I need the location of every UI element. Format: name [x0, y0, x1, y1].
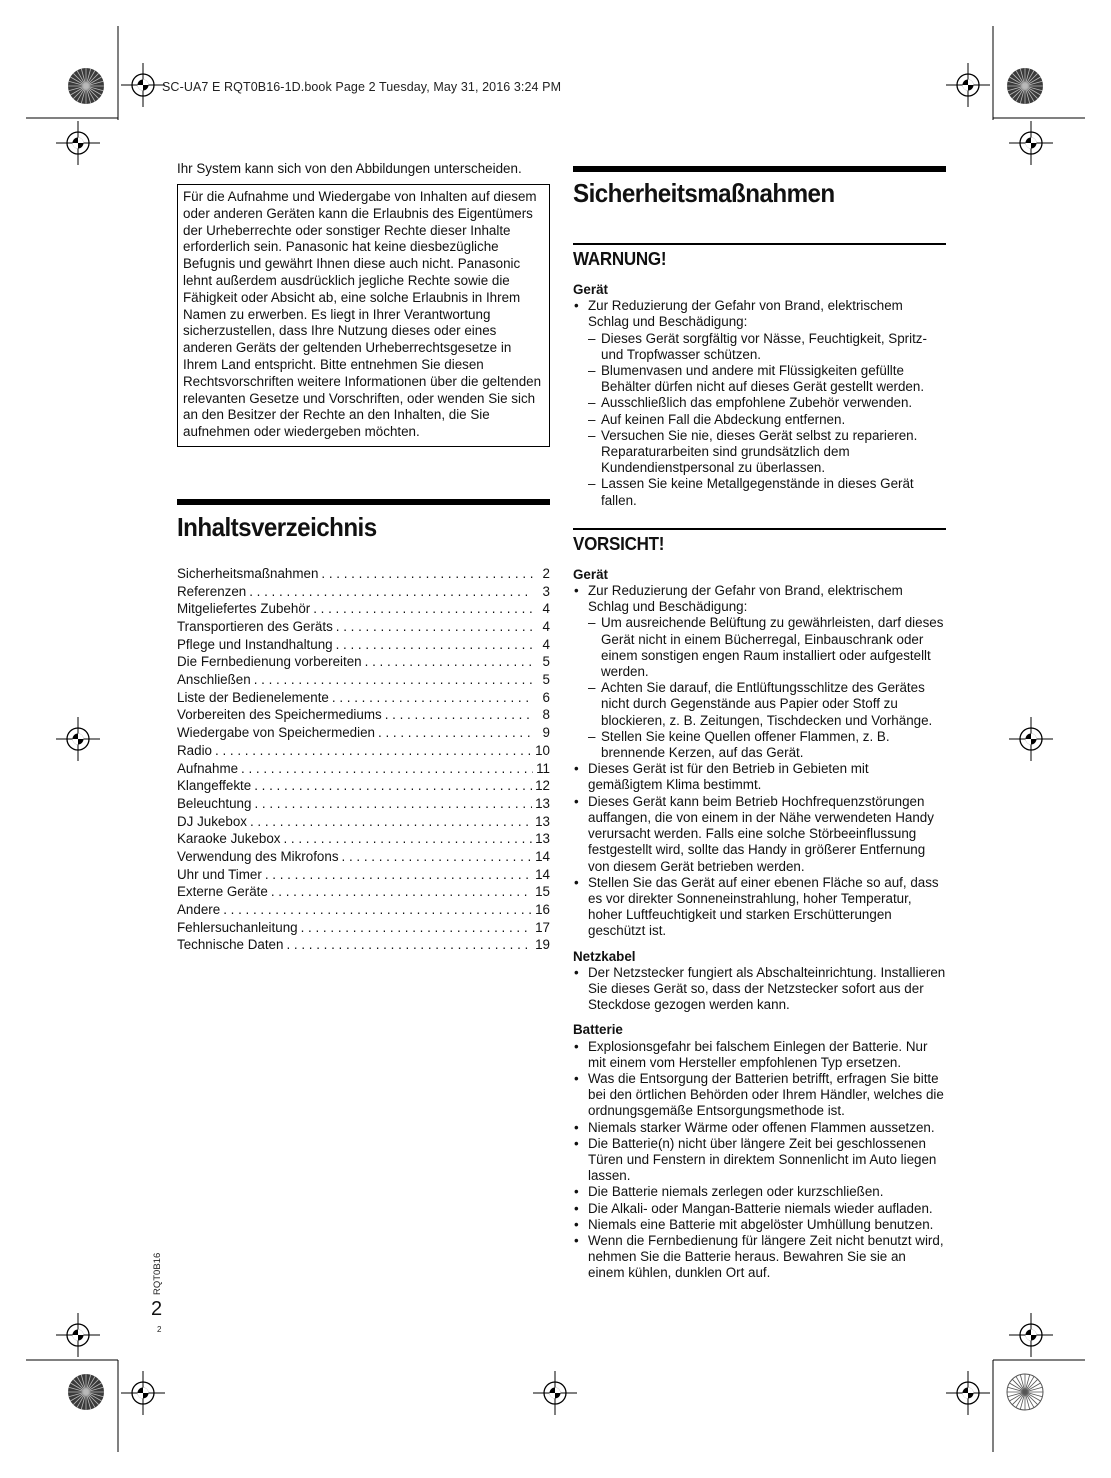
list-item — [573, 1201, 946, 1217]
toc-title-rule — [177, 499, 550, 505]
toc-leader-dots — [378, 724, 533, 742]
caution-rule — [573, 528, 946, 530]
copyright-notice-box: Für die Aufnahme und Wiedergabe von Inhalten auf diesem oder anderen Geräten kann die Erlaubnis des Eigentümers der Urheberrechte oder sonstiger Rechte dieser Inhalte erforderlich sein. Panasonic hat keine diesbezügliche Befugnis und gewährt Ihnen diese auch nicht. Panasonic lehnt außerdem ausdrücklich jegliche Rechte sowie die Fähigkeit oder Absicht ab, eine solche Erlaubnis in Ihrem Namen zu erwerben. Es liegt in Ihrer Verantwortung sicherzustellen, dass Ihre Nutzung dieses oder eines anderen Geräts der geltenden Urheberrechtsgesetze in Ihrem Land entspricht. Bitte entnehmen Sie diesen Rechtsvorschriften weitere Informationen über die geltenden relevanten Gesetze und Vorschriften, oder wenden Sie sich an den Besitzer der Rechte an den Inhalten, die Sie aufnehmen oder wiedergeben möchten. — [177, 184, 550, 447]
toc-entry-label: Beleuchtung — [177, 795, 252, 811]
list-item-text: Der Netzstecker fungiert als Abschalteinrichtung. Installieren Sie dieses Gerät so, dass der Netzstecker sofort aus der Steckdose gezogen werden kann. — [588, 964, 946, 1013]
dash-glyph: – — [588, 427, 596, 443]
list-item — [588, 428, 946, 477]
toc-row — [177, 830, 550, 848]
toc-leader-dots — [250, 813, 532, 831]
toc-leader-dots — [286, 936, 532, 954]
left-column — [177, 160, 550, 954]
list-item-text: Explosionsgefahr bei falschem Einlegen der Batterie. Nur mit einem vom Hersteller empfohlenen Typ ersetzen. — [588, 1038, 928, 1070]
list-item-text: Auf keinen Fall die Abdeckung entfernen. — [601, 411, 846, 427]
toc-leader-dots — [342, 848, 533, 866]
toc-entry-page: 16 — [535, 902, 550, 918]
dash-glyph: – — [588, 363, 596, 379]
toc-entry-label: Sicherheitsmaßnahmen — [177, 565, 319, 581]
list-item-text: Stellen Sie das Gerät auf einer ebenen Fläche so auf, dass es vor direkter Sonneneinstrahlung, hoher Temperatur, hoher Luftfeuchtigkeit und starken Erschütterungen geschützt ist. — [588, 874, 939, 939]
bullet-glyph: • — [574, 1038, 579, 1054]
toc-entry-page: 14 — [535, 848, 550, 864]
toc-entry-page: 9 — [542, 725, 550, 741]
toc-entry-label: Aufnahme — [177, 760, 239, 776]
toc-entry-label: DJ Jukebox — [177, 813, 247, 829]
toc-entry-label: Radio — [177, 742, 212, 758]
toc-row — [177, 883, 550, 901]
toc-entry-label: Klangeffekte — [177, 778, 252, 794]
toc-leader-dots — [321, 565, 533, 583]
toc-row — [177, 919, 550, 937]
toc-entry-label: Andere — [177, 902, 221, 918]
toc-entry-page: 3 — [542, 583, 550, 599]
list-item-text: Was die Entsorgung der Batterien betrifft, erfragen Sie bitte bei den örtlichen Behörden oder Ihrem Händler, welches die ordnungsgemäße Entsorgungsmethode ist. — [588, 1070, 944, 1119]
toc-leader-dots — [301, 919, 532, 937]
toc-row — [177, 866, 550, 884]
bullet-glyph: • — [574, 793, 579, 809]
list-item-text: Achten Sie darauf, die Entlüftungsschlitze des Gerätes nicht durch Gegenstände aus Papier oder Stoff zu blockieren, z. B. Zeitungen, Tischdecken und Vorhänge. — [601, 680, 933, 728]
toc-entry-page: 4 — [542, 619, 550, 635]
safety-title: Sicherheitsmaßnahmen — [573, 178, 835, 208]
toc-entry-page: 4 — [542, 601, 550, 617]
list-item-text: Lassen Sie keine Metallgegenstände in dieses Gerät fallen. — [601, 476, 914, 508]
list-item-text: Die Batterie(n) nicht über längere Zeit bei geschlossenen Türen und Fenstern in direktem Sonnenlicht im Auto liegen lassen. — [588, 1135, 937, 1184]
list-item — [588, 729, 946, 761]
list-item-text: Niemals eine Batterie mit abgelöster Umhüllung benutzen. — [588, 1216, 934, 1232]
safety-title-rule — [573, 166, 946, 172]
toc-leader-dots — [249, 583, 533, 601]
list-item — [573, 1071, 946, 1120]
list-item-text: Ausschließlich das empfohlene Zubehör verwenden. — [601, 395, 913, 411]
toc-entry-page: 13 — [535, 795, 550, 811]
list-item-text: Um ausreichende Belüftung zu gewährleisten, darf dieses Gerät nicht in einem Bücherregal, Einbauschrank oder einem sonstigen engen Raum installiert oder aufgestellt werden. — [601, 615, 944, 680]
toc-leader-dots — [332, 689, 533, 707]
list-item — [573, 1184, 946, 1200]
caution-heading: VORSICHT! — [573, 532, 665, 554]
toc-row — [177, 653, 550, 671]
dash-glyph: – — [588, 728, 596, 744]
bullet-glyph: • — [574, 1135, 579, 1151]
toc-row — [177, 936, 550, 954]
toc-entry-label: Vorbereiten des Speichermediums — [177, 707, 382, 723]
dash-glyph: – — [588, 395, 596, 411]
list-item — [588, 395, 946, 411]
list-item-text: Dieses Gerät sorgfältig vor Nässe, Feuchtigkeit, Spritz- und Tropfwasser schützen. — [601, 330, 927, 362]
toc-entry-label: Wiedergabe von Speichermedien — [177, 725, 376, 741]
netzkabel-heading: Netzkabel — [573, 948, 636, 964]
toc-entry-page: 8 — [542, 707, 550, 723]
toc-entry-label: Pflege und Instandhaltung — [177, 636, 333, 652]
list-item — [573, 761, 946, 793]
toc-row — [177, 583, 550, 601]
bullet-glyph: • — [574, 761, 579, 777]
list-item-text: Die Alkali- oder Mangan-Batterie niemals wieder aufladen. — [588, 1200, 933, 1216]
toc-title: Inhaltsverzeichnis — [177, 511, 377, 542]
bullet-glyph: • — [574, 874, 579, 890]
toc-entry-page: 14 — [535, 866, 550, 882]
toc-leader-dots — [336, 636, 533, 654]
toc-leader-dots — [283, 830, 532, 848]
list-item-text: Dieses Gerät ist für den Betrieb in Gebieten mit gemäßigtem Klima bestimmt. — [588, 761, 869, 793]
toc-row — [177, 724, 550, 742]
toc-row — [177, 760, 550, 778]
toc-row — [177, 565, 550, 583]
list-item — [573, 1217, 946, 1233]
batterie-list — [573, 1039, 946, 1282]
caution-group-heading: Gerät — [573, 566, 608, 582]
toc-leader-dots — [271, 883, 532, 901]
illustration-disclaimer: Ihr System kann sich von den Abbildungen unterscheiden. — [177, 161, 522, 176]
list-item — [573, 1039, 946, 1071]
page-number: 2 — [151, 1298, 163, 1320]
bullet-glyph: • — [574, 1216, 579, 1232]
bullet-glyph: • — [574, 1070, 579, 1086]
warning-group-heading: Gerät — [573, 282, 608, 297]
toc-entry-label: Fehlersuchanleitung — [177, 919, 298, 935]
warning-sublist — [588, 331, 946, 509]
book-file-header: SC-UA7 E RQT0B16-1D.book Page 2 Tuesday, May 31, 2016 3:24 PM — [162, 80, 562, 94]
caution-lead: Zur Reduzierung der Gefahr von Brand, elektrischem Schlag und Beschädigung: — [588, 583, 903, 615]
toc-entry-page: 15 — [535, 884, 550, 900]
toc-leader-dots — [215, 742, 532, 760]
page-number-small: 2 — [157, 1325, 162, 1334]
toc-leader-dots — [254, 671, 533, 689]
toc-leader-dots — [265, 866, 532, 884]
toc-row — [177, 813, 550, 831]
toc-entry-label: Uhr und Timer — [177, 866, 262, 882]
toc-entry-page: 2 — [542, 565, 550, 581]
toc-entry-page: 10 — [535, 742, 550, 758]
warning-rule — [573, 243, 946, 245]
caution-sublist — [588, 615, 946, 761]
right-column — [573, 166, 946, 1282]
list-item-text: Dieses Gerät kann beim Betrieb Hochfrequenzstörungen auffangen, die von einem in der Nähe verwendeten Handy verursacht werden. Falls eine solche Störbeeinflussung festgestellt wird, sollte das Handy in größerer Entfernung von diesem Gerät betrieben werden. — [588, 793, 934, 874]
toc-entry-page: 6 — [542, 689, 550, 705]
list-item — [588, 363, 946, 395]
list-item — [573, 794, 946, 875]
dash-glyph: – — [588, 680, 596, 696]
toc-entry-label: Verwendung des Mikrofons — [177, 848, 339, 864]
toc-entry-label: Karaoke Jukebox — [177, 831, 281, 847]
toc-entry-page: 4 — [542, 636, 550, 652]
list-item-text: Blumenvasen und andere mit Flüssigkeiten gefüllte Behälter dürfen nicht auf dieses Gerät gestellt werden. — [601, 363, 925, 395]
toc-entry-page: 13 — [535, 813, 550, 829]
toc-entry-label: Technische Daten — [177, 937, 284, 953]
toc-leader-dots — [385, 706, 533, 724]
toc-entry-page: 19 — [535, 937, 550, 953]
list-item — [573, 1120, 946, 1136]
toc-entry-label: Mitgeliefertes Zubehör — [177, 601, 311, 617]
toc-leader-dots — [313, 600, 533, 618]
toc-row — [177, 600, 550, 618]
toc-entry-label: Externe Geräte — [177, 884, 268, 900]
list-item — [588, 331, 946, 363]
list-item — [588, 476, 946, 508]
toc-entry-label: Die Fernbedienung vorbereiten — [177, 654, 362, 670]
list-item — [573, 875, 946, 940]
toc-leader-dots — [254, 795, 532, 813]
toc-entry-page: 5 — [542, 654, 550, 670]
toc-leader-dots — [241, 760, 533, 778]
dash-glyph: – — [588, 411, 596, 427]
netzkabel-list — [573, 965, 946, 1014]
list-item-text: Wenn die Fernbedienung für längere Zeit nicht benutzt wird, nehmen Sie die Batterie heraus. Bewahren Sie sie an einem kühlen, dunklen Ort auf. — [588, 1232, 944, 1281]
bullet-glyph: • — [574, 298, 579, 314]
toc-entry-page: 5 — [542, 672, 550, 688]
bullet-glyph: • — [574, 964, 579, 980]
toc-entry-page: 17 — [535, 919, 550, 935]
list-item — [573, 965, 946, 1014]
list-item — [588, 412, 946, 428]
list-item — [588, 615, 946, 680]
toc-leader-dots — [223, 901, 532, 919]
list-item-text: Niemals starker Wärme oder offenen Flammen aussetzen. — [588, 1119, 935, 1135]
warning-list — [573, 298, 946, 509]
dash-glyph: – — [588, 330, 596, 346]
toc-row — [177, 689, 550, 707]
list-item-text: Versuchen Sie nie, dieses Gerät selbst zu reparieren. Reparaturarbeiten sind grundsätzlich dem Kundendienstpersonal zu überlassen. — [601, 427, 918, 476]
batterie-heading: Batterie — [573, 1022, 623, 1038]
toc-entry-page: 13 — [535, 831, 550, 847]
list-item — [573, 583, 946, 761]
toc-row — [177, 706, 550, 724]
list-item — [588, 680, 946, 729]
toc-row — [177, 636, 550, 654]
bullet-glyph: • — [574, 583, 579, 599]
toc-leader-dots — [254, 777, 532, 795]
dash-glyph: – — [588, 615, 596, 631]
toc-row — [177, 671, 550, 689]
dash-glyph: – — [588, 476, 596, 492]
toc-entry-page: 11 — [536, 760, 550, 776]
toc-row — [177, 848, 550, 866]
toc-leader-dots — [365, 653, 533, 671]
bullet-glyph: • — [574, 1119, 579, 1135]
toc-entry-label: Transportieren des Geräts — [177, 619, 333, 635]
list-item — [573, 298, 946, 509]
document-code: RQT0B16 — [152, 1252, 163, 1295]
toc-entry-page: 12 — [535, 778, 550, 794]
list-item — [573, 1136, 946, 1185]
list-item — [573, 1233, 946, 1282]
list-item-text: Die Batterie niemals zerlegen oder kurzschließen. — [588, 1184, 884, 1200]
warning-lead: Zur Reduzierung der Gefahr von Brand, elektrischem Schlag und Beschädigung: — [588, 298, 903, 330]
toc-row — [177, 901, 550, 919]
toc-entry-label: Referenzen — [177, 583, 247, 599]
toc-leader-dots — [336, 618, 533, 636]
bullet-glyph: • — [574, 1232, 579, 1248]
toc-row — [177, 795, 550, 813]
warning-heading: WARNUNG! — [573, 248, 667, 269]
bullet-glyph: • — [574, 1200, 579, 1216]
table-of-contents — [177, 565, 550, 954]
toc-row — [177, 742, 550, 760]
toc-row — [177, 618, 550, 636]
list-item-text: Stellen Sie keine Quellen offener Flammen, z. B. brennende Kerzen, auf das Gerät. — [601, 728, 890, 761]
toc-entry-label: Anschließen — [177, 672, 251, 688]
bullet-glyph: • — [574, 1184, 579, 1200]
toc-row — [177, 777, 550, 795]
caution-list — [573, 583, 946, 939]
toc-entry-label: Liste der Bedienelemente — [177, 689, 329, 705]
